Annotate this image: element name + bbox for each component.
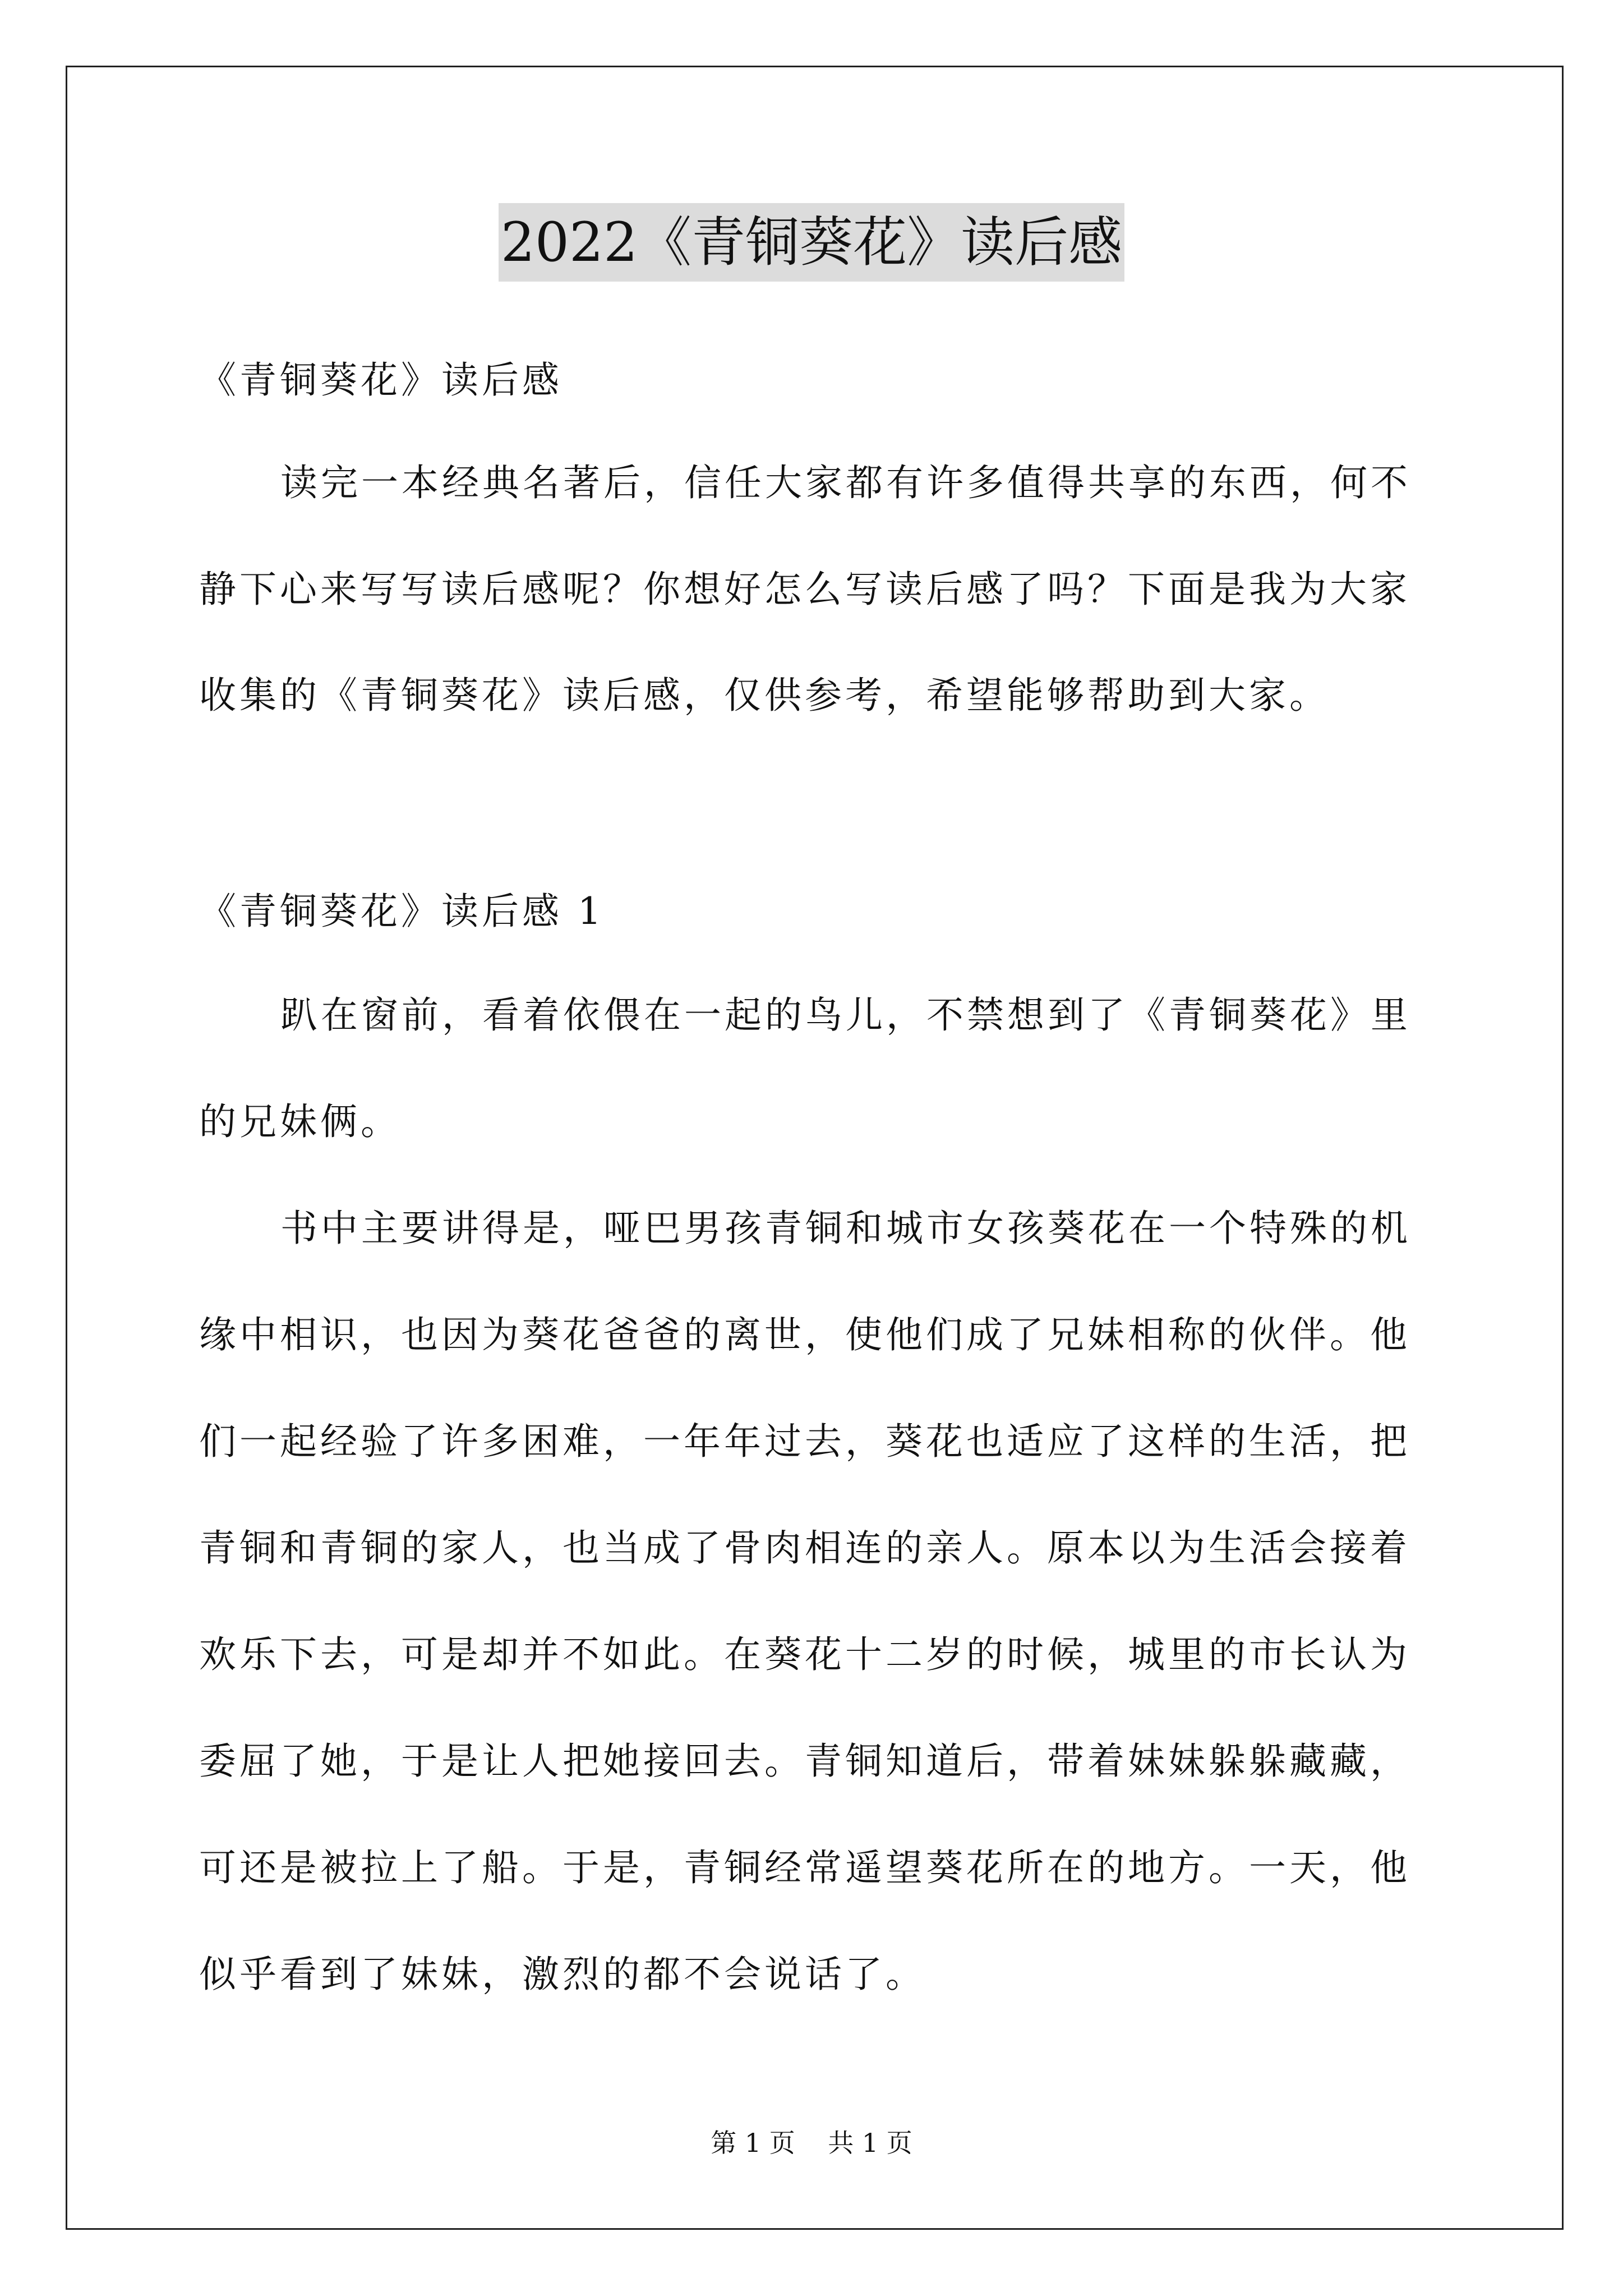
paragraph-line: 似乎看到了妹妹，激烈的都不会说话了。 [199,1953,926,1996]
paragraph-line: 的兄妹俩。 [199,1100,401,1143]
page-footer: 第 1 页 共 1 页 [711,2128,912,2158]
intro-line: 读完一本经典名著后，信任大家都有许多值得共享的东西，何不 [280,461,1411,504]
paragraph-line: 青铜和青铜的家人，也当成了骨肉相连的亲人。原本以为生活会接着 [199,1526,1410,1570]
paragraph-line: 们一起经验了许多困难，一年年过去，葵花也适应了这样的生活，把 [199,1420,1410,1463]
intro-line: 收集的《青铜葵花》读后感，仅供参考，希望能够帮助到大家。 [199,674,1330,717]
document-title: 2022《青铜葵花》读后感 [499,203,1124,282]
paragraph-line: 书中主要讲得是，哑巴男孩青铜和城市女孩葵花在一个特殊的机 [280,1207,1411,1250]
section-heading: 《青铜葵花》读后感 1 [199,890,605,933]
paragraph-line: 欢乐下去，可是却并不如此。在葵花十二岁的时候，城里的市长认为 [199,1633,1410,1676]
paragraph-line: 可还是被拉上了船。于是，青铜经常遥望葵花所在的地方。一天，他 [199,1846,1410,1889]
subtitle: 《青铜葵花》读后感 [199,358,562,402]
paragraph-line: 委屈了她，于是让人把她接回去。青铜知道后，带着妹妹躲躲藏藏， [199,1740,1410,1783]
paragraph-line: 缘中相识，也因为葵花爸爸的离世，使他们成了兄妹相称的伙伴。他 [199,1313,1410,1356]
intro-line: 静下心来写写读后感呢？你想好怎么写读后感了吗？下面是我为大家 [199,568,1410,611]
title-container [0,203,1623,282]
paragraph-line: 趴在窗前，看着依偎在一起的鸟儿，不禁想到了《青铜葵花》里 [280,993,1411,1037]
